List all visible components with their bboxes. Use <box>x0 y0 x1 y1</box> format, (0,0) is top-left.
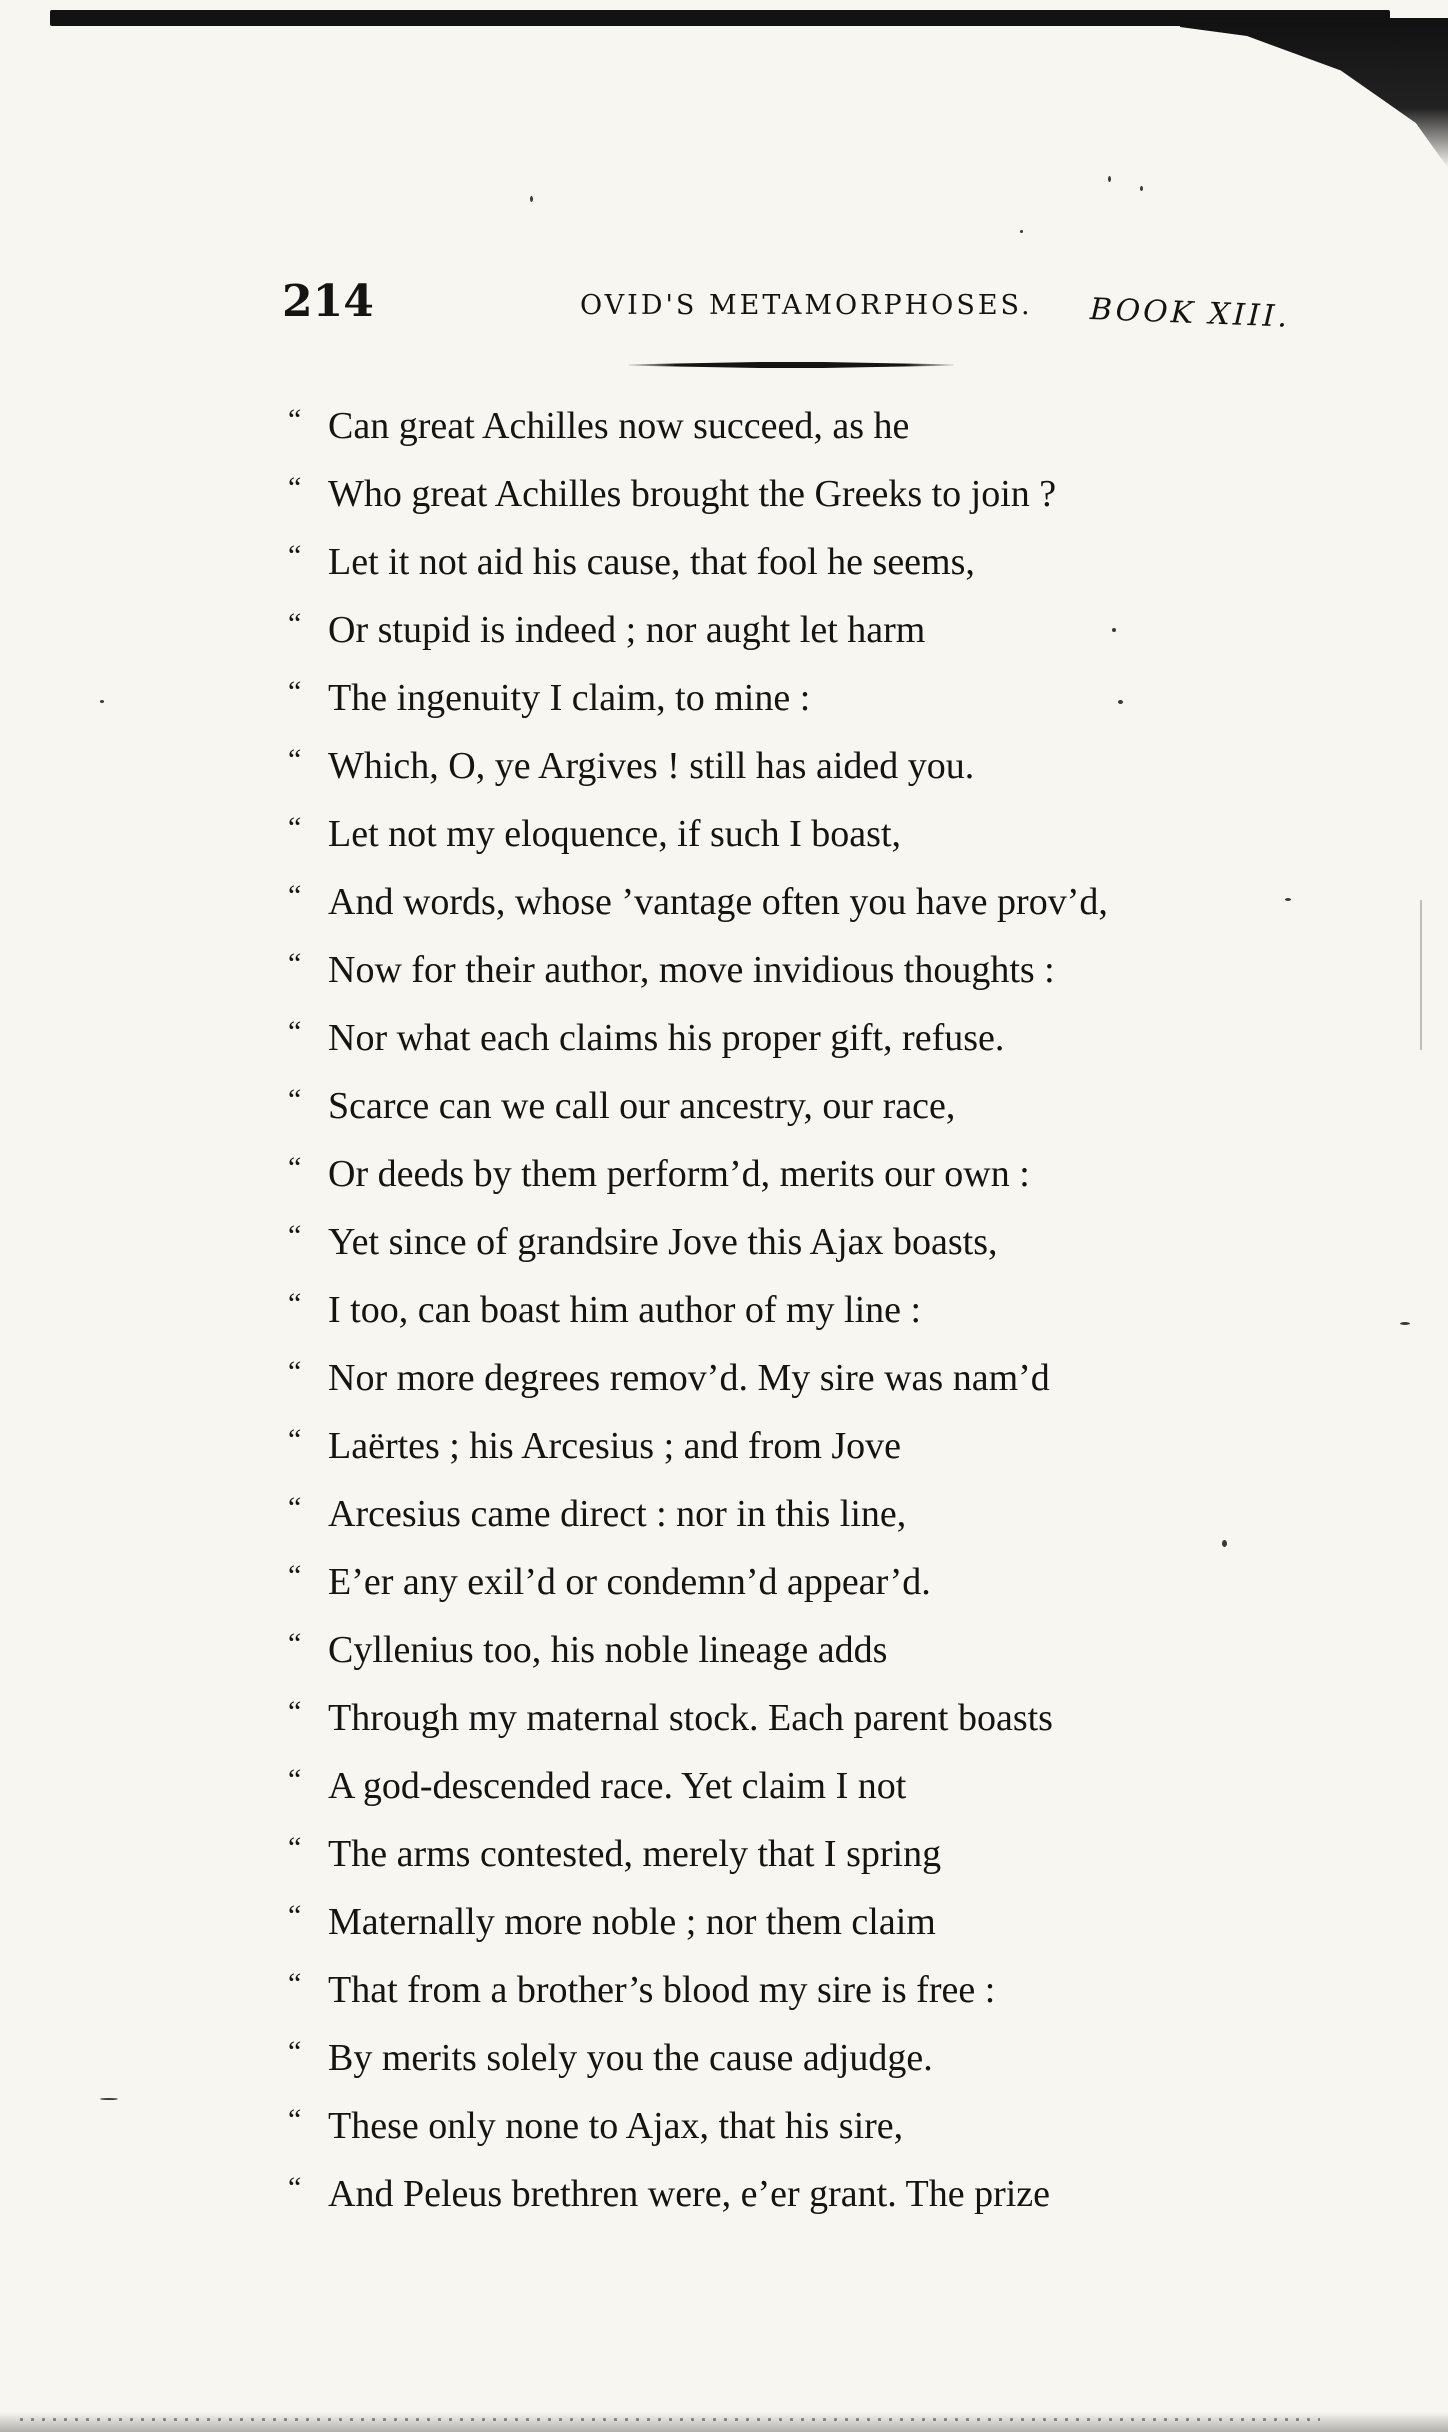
verse-text: That from a brother’s blood my sire is free : <box>328 1969 996 2011</box>
scan-speck <box>1140 186 1143 191</box>
quote-mark: “ <box>288 1695 302 1728</box>
verse-line <box>288 1140 1288 1208</box>
verse-text: By merits solely you the cause adjudge. <box>328 2037 933 2079</box>
verse-line <box>288 1276 1288 1344</box>
verse-text: Which, O, ye Argives ! still has aided you. <box>328 745 975 787</box>
quote-mark: “ <box>288 1287 302 1320</box>
scan-speck <box>1285 898 1291 901</box>
scan-speck <box>1112 628 1116 632</box>
verse-text: E’er any exil’d or condemn’d appear’d. <box>328 1561 931 1603</box>
quote-mark: “ <box>288 1559 302 1592</box>
verse-text: A god-descended race. Yet claim I not <box>328 1765 907 1807</box>
quote-mark: “ <box>288 879 302 912</box>
quote-mark: “ <box>288 675 302 708</box>
verse-line <box>288 1004 1288 1072</box>
verse-text: Through my maternal stock. Each parent boasts <box>328 1697 1053 1739</box>
verse-text: The arms contested, merely that I spring <box>328 1833 942 1875</box>
verse-line <box>288 1480 1288 1548</box>
verse-line <box>288 1684 1288 1752</box>
verse-text: Let it not aid his cause, that fool he seems, <box>328 541 975 583</box>
scan-speck <box>1108 176 1111 182</box>
page-header <box>0 270 1448 335</box>
scan-speck <box>1118 700 1123 704</box>
quote-mark: “ <box>288 1015 302 1048</box>
quote-mark: “ <box>288 743 302 776</box>
verse-text: Arcesius came direct : nor in this line, <box>328 1493 907 1535</box>
quote-mark: “ <box>288 947 302 980</box>
verse-line <box>288 1616 1288 1684</box>
verse-block <box>288 392 1288 2228</box>
quote-mark: “ <box>288 1151 302 1184</box>
quote-mark: “ <box>288 1423 302 1456</box>
verse-line <box>288 800 1288 868</box>
verse-line <box>288 1412 1288 1480</box>
quote-mark: “ <box>288 403 302 436</box>
scan-speck <box>1020 230 1023 233</box>
bottom-edge-shadow <box>0 2412 1448 2432</box>
verse-text: Who great Achilles brought the Greeks to join ? <box>328 473 1057 515</box>
verse-line <box>288 2160 1288 2228</box>
scan-speck <box>100 2098 118 2100</box>
quote-mark: “ <box>288 2103 302 2136</box>
quote-mark: “ <box>288 539 302 572</box>
verse-line <box>288 2024 1288 2092</box>
quote-mark: “ <box>288 1627 302 1660</box>
quote-mark: “ <box>288 1899 302 1932</box>
verse-text: Cyllenius too, his noble lineage adds <box>328 1629 888 1671</box>
verse-text: Or stupid is indeed ; nor aught let harm <box>328 609 926 651</box>
verse-text: And Peleus brethren were, e’er grant. The prize <box>328 2173 1051 2215</box>
verse-text: Or deeds by them perform’d, merits our own : <box>328 1153 1030 1195</box>
verse-text: Scarce can we call our ancestry, our race, <box>328 1085 956 1127</box>
verse-line <box>288 1956 1288 2024</box>
header-rule <box>628 362 954 368</box>
verse-text: These only none to Ajax, that his sire, <box>328 2105 904 2147</box>
book-label: BOOK XIII. <box>1089 292 1291 335</box>
verse-text: Yet since of grandsire Jove this Ajax boasts, <box>328 1221 998 1263</box>
verse-line <box>288 664 1288 732</box>
verse-line <box>288 936 1288 1004</box>
verse-line <box>288 392 1288 460</box>
verse-line <box>288 732 1288 800</box>
scan-speck <box>1400 1322 1410 1325</box>
verse-line <box>288 1820 1288 1888</box>
verse-line <box>288 2092 1288 2160</box>
verse-line <box>288 868 1288 936</box>
verse-text: Let not my eloquence, if such I boast, <box>328 813 902 855</box>
verse-line <box>288 1752 1288 1820</box>
quote-mark: “ <box>288 1219 302 1252</box>
quote-mark: “ <box>288 811 302 844</box>
quote-mark: “ <box>288 1491 302 1524</box>
quote-mark: “ <box>288 471 302 504</box>
running-title: OVID'S METAMORPHOSES. <box>580 290 1033 321</box>
scan-speck <box>100 700 104 703</box>
page-curl-shadow <box>1180 18 1448 168</box>
margin-mark <box>1420 900 1422 1050</box>
quote-mark: “ <box>288 2171 302 2204</box>
verse-line <box>288 1888 1288 1956</box>
verse-text: Maternally more noble ; nor them claim <box>328 1901 936 1943</box>
verse-text: Laërtes ; his Arcesius ; and from Jove <box>328 1425 902 1467</box>
verse-line <box>288 1072 1288 1140</box>
verse-text: Now for their author, move invidious thoughts : <box>328 949 1055 991</box>
scan-speck <box>530 196 533 202</box>
verse-line <box>288 1208 1288 1276</box>
verse-text: I too, can boast him author of my line : <box>328 1289 922 1331</box>
verse-line <box>288 1548 1288 1616</box>
scan-speck <box>1222 1540 1227 1547</box>
verse-text: The ingenuity I claim, to mine : <box>328 677 811 719</box>
verse-line <box>288 596 1288 664</box>
quote-mark: “ <box>288 607 302 640</box>
verse-text: Nor what each claims his proper gift, refuse. <box>328 1017 1005 1059</box>
quote-mark: “ <box>288 1083 302 1116</box>
verse-line <box>288 460 1288 528</box>
quote-mark: “ <box>288 1355 302 1388</box>
quote-mark: “ <box>288 1763 302 1796</box>
quote-mark: “ <box>288 2035 302 2068</box>
quote-mark: “ <box>288 1967 302 2000</box>
verse-text: And words, whose ’vantage often you have prov’d, <box>328 881 1108 923</box>
page-number: 214 <box>282 276 374 327</box>
verse-text: Can great Achilles now succeed, as he <box>328 405 910 447</box>
verse-text: Nor more degrees remov’d. My sire was nam’d <box>328 1357 1050 1399</box>
verse-line <box>288 528 1288 596</box>
verse-line <box>288 1344 1288 1412</box>
quote-mark: “ <box>288 1831 302 1864</box>
